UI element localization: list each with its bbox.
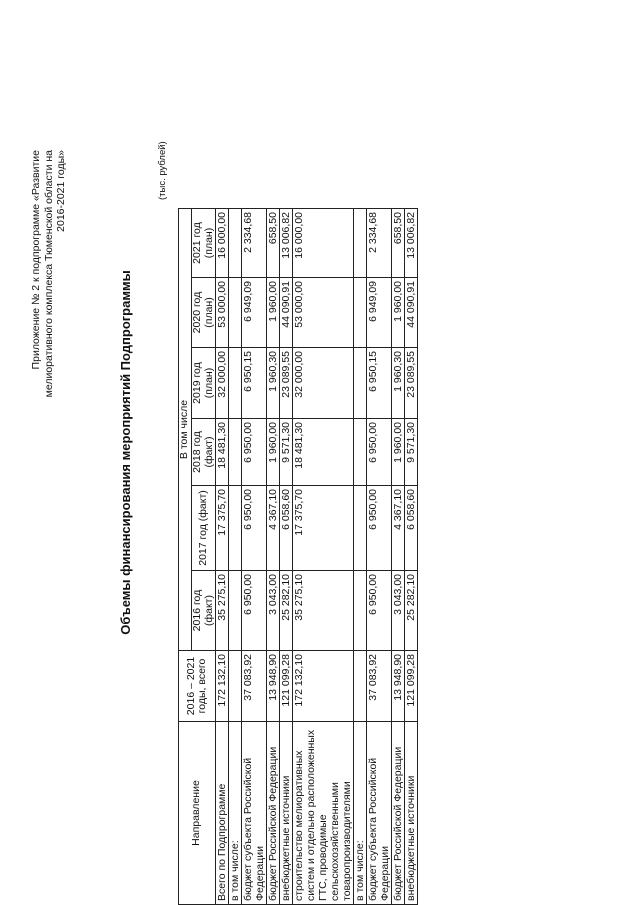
- table-row: [280, 209, 293, 905]
- cell-2020: 6 949,09: [367, 278, 392, 348]
- page-title: Объемы финансирования мероприятий Подпрограммы: [118, 270, 133, 635]
- cell-2017: 4 367,10: [267, 486, 280, 571]
- row-label: в том числе:: [354, 722, 367, 905]
- header-row-1: [179, 209, 192, 905]
- row-label: внебюджетные источники: [405, 722, 418, 905]
- table-row: [293, 209, 354, 905]
- cell-2020: 53 000,00: [293, 278, 354, 348]
- row-label: бюджет субъекта Российской Федерации: [367, 722, 392, 905]
- cell-2019: 23 089,55: [280, 348, 293, 419]
- cell-2016: 6 950,00: [367, 571, 392, 651]
- table-row: [367, 209, 392, 905]
- cell-2016: 3 043,00: [392, 571, 405, 651]
- table-row: [392, 209, 405, 905]
- cell-2019: 6 950,15: [367, 348, 392, 419]
- cell-2017: 4 367,10: [392, 486, 405, 571]
- cell-2017: 6 058,60: [405, 486, 418, 571]
- cell-total: 37 083,92: [242, 651, 267, 722]
- cell-2019: [354, 348, 367, 419]
- cell-2020: 6 949,09: [242, 278, 267, 348]
- table-row: [242, 209, 267, 905]
- table-row: [405, 209, 418, 905]
- cell-2018: 1 960,00: [392, 419, 405, 486]
- cell-total: [354, 651, 367, 722]
- cell-2017: 17 375,70: [216, 486, 229, 571]
- cell-2018: [229, 419, 242, 486]
- cell-2016: 6 950,00: [242, 571, 267, 651]
- col-direction-header: Направление: [179, 722, 216, 905]
- row-label: Всего по Подпрограмме: [216, 722, 229, 905]
- cell-2021: 658,50: [392, 209, 405, 278]
- cell-2016: 25 282,10: [405, 571, 418, 651]
- cell-total: 121 099,28: [280, 651, 293, 722]
- cell-2019: 23 089,55: [405, 348, 418, 419]
- cell-2018: 1 960,00: [267, 419, 280, 486]
- cell-2018: 6 950,00: [367, 419, 392, 486]
- cell-2017: 6 058,60: [280, 486, 293, 571]
- units-note: (тыс. рублей): [157, 141, 168, 200]
- cell-2021: 13 006,82: [405, 209, 418, 278]
- row-label: строительство мелиоративных систем и отдельно расположенных ГТС, проводимые сельскохозяйственными товаропроизводителями: [293, 722, 354, 905]
- cell-2021: [354, 209, 367, 278]
- cell-2017: [354, 486, 367, 571]
- cell-2019: 1 960,30: [267, 348, 280, 419]
- cell-2020: 44 090,91: [280, 278, 293, 348]
- col-2020-header: 2020 год (план): [192, 278, 216, 348]
- row-label: бюджет Российской Федерации: [267, 722, 280, 905]
- cell-2018: 18 481,30: [216, 419, 229, 486]
- cell-2019: 1 960,30: [392, 348, 405, 419]
- cell-2017: 17 375,70: [293, 486, 354, 571]
- row-label: бюджет Российской Федерации: [392, 722, 405, 905]
- appendix-line-1: Приложение № 2 к подпрограмме «Развитие: [30, 150, 42, 370]
- appendix-line-2: мелиоративного комплекса Тюменской области на: [42, 150, 55, 398]
- appendix-note: [30, 150, 68, 480]
- col-2016-header: 2016 год (факт): [192, 571, 216, 651]
- cell-2016: [229, 571, 242, 651]
- cell-2021: 16 000,00: [216, 209, 229, 278]
- cell-2018: [354, 419, 367, 486]
- col-2021-header: 2021 год (план): [192, 209, 216, 278]
- cell-2020: 53 000,00: [216, 278, 229, 348]
- table-row: [354, 209, 367, 905]
- cell-2016: [354, 571, 367, 651]
- cell-2017: 6 950,00: [242, 486, 267, 571]
- table-row: [229, 209, 242, 905]
- cell-2016: 25 282,10: [280, 571, 293, 651]
- cell-2018: 9 571,30: [280, 419, 293, 486]
- col-2017-header: 2017 год (факт): [192, 486, 216, 571]
- cell-2019: 6 950,15: [242, 348, 267, 419]
- cell-2021: [229, 209, 242, 278]
- cell-2021: 13 006,82: [280, 209, 293, 278]
- col-in-total-header: В том числе: [179, 209, 192, 651]
- col-total-header: 2016 – 2021 годы, всего: [179, 651, 216, 722]
- financing-table: [178, 208, 418, 905]
- row-label: бюджет субъекта Российской Федерации: [242, 722, 267, 905]
- cell-2018: 9 571,30: [405, 419, 418, 486]
- table-row: [216, 209, 229, 905]
- table-row: [267, 209, 280, 905]
- col-2019-header: 2019 год (план): [192, 348, 216, 419]
- cell-total: 13 948,90: [392, 651, 405, 722]
- row-label: внебюджетные источники: [280, 722, 293, 905]
- cell-2018: 18 481,30: [293, 419, 354, 486]
- cell-2016: 35 275,10: [293, 571, 354, 651]
- cell-2021: 16 000,00: [293, 209, 354, 278]
- cell-2020: 1 960,00: [392, 278, 405, 348]
- row-label: в том числе:: [229, 722, 242, 905]
- cell-total: 121 099,28: [405, 651, 418, 722]
- cell-2020: 44 090,91: [405, 278, 418, 348]
- cell-2020: 1 960,00: [267, 278, 280, 348]
- cell-2016: 35 275,10: [216, 571, 229, 651]
- cell-total: 172 132,10: [216, 651, 229, 722]
- cell-2017: 6 950,00: [367, 486, 392, 571]
- cell-2020: [229, 278, 242, 348]
- cell-2021: 2 334,68: [242, 209, 267, 278]
- cell-2018: 6 950,00: [242, 419, 267, 486]
- cell-2019: [229, 348, 242, 419]
- cell-total: 172 132,10: [293, 651, 354, 722]
- cell-total: 37 083,92: [367, 651, 392, 722]
- cell-2020: [354, 278, 367, 348]
- cell-2016: 3 043,00: [267, 571, 280, 651]
- col-2018-header: 2018 год (факт): [192, 419, 216, 486]
- cell-2021: 2 334,68: [367, 209, 392, 278]
- cell-total: [229, 651, 242, 722]
- cell-2017: [229, 486, 242, 571]
- cell-2019: 32 000,00: [293, 348, 354, 419]
- cell-total: 13 948,90: [267, 651, 280, 722]
- cell-2021: 658,50: [267, 209, 280, 278]
- cell-2019: 32 000,00: [216, 348, 229, 419]
- appendix-line-3: 2016-2021 годы»: [55, 150, 67, 232]
